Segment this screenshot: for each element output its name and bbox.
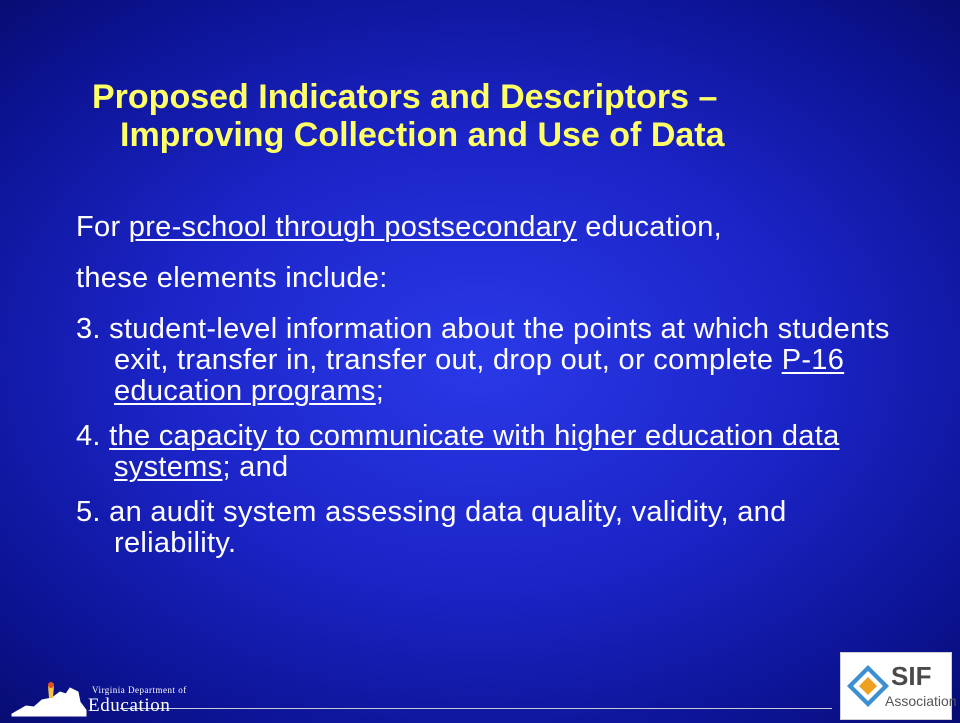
item-3-end: ;: [375, 375, 385, 407]
item-3-text: 3. student-level information about the points at which students exit, transfer in, transfer out, drop out, or complete: [76, 313, 890, 376]
intro-text-start: For: [76, 211, 129, 243]
sif-wordmark: SIF: [891, 661, 932, 691]
underlined-pre-school-postsecondary: pre-school through postsecondary: [128, 211, 577, 243]
footer-divider: [120, 708, 832, 709]
title-line-1: Proposed Indicators and Descriptors –: [92, 78, 718, 116]
association-wordmark: Association: [885, 693, 957, 709]
virginia-state-outline-icon: [8, 680, 88, 718]
list-item-5: 5. an audit system assessing data quality, validity, and reliability.: [76, 496, 787, 559]
item-4-end: ; and: [222, 451, 289, 483]
list-item-4: [76, 421, 916, 483]
elements-include-paragraph: these elements include:: [76, 262, 388, 294]
underlined-p16-programs: P-16 education programs: [114, 344, 845, 407]
list-item-3: [76, 314, 916, 407]
sif-association-logo: [840, 652, 957, 720]
intro-paragraph: [76, 212, 916, 243]
vdoe-logo: [8, 680, 208, 718]
intro-text-end: education,: [576, 211, 723, 243]
slide-title: [92, 78, 932, 154]
title-line-2: Improving Collection and Use of Data: [120, 116, 725, 154]
item-4-number: 4.: [76, 420, 110, 452]
underlined-higher-ed-systems: the capacity to communicate with higher education data systems: [109, 420, 840, 483]
slide-body: [76, 212, 916, 573]
vdoe-wordmark-education: Education: [88, 695, 171, 716]
vdoe-wordmark-top: Virginia Department of: [92, 685, 187, 695]
